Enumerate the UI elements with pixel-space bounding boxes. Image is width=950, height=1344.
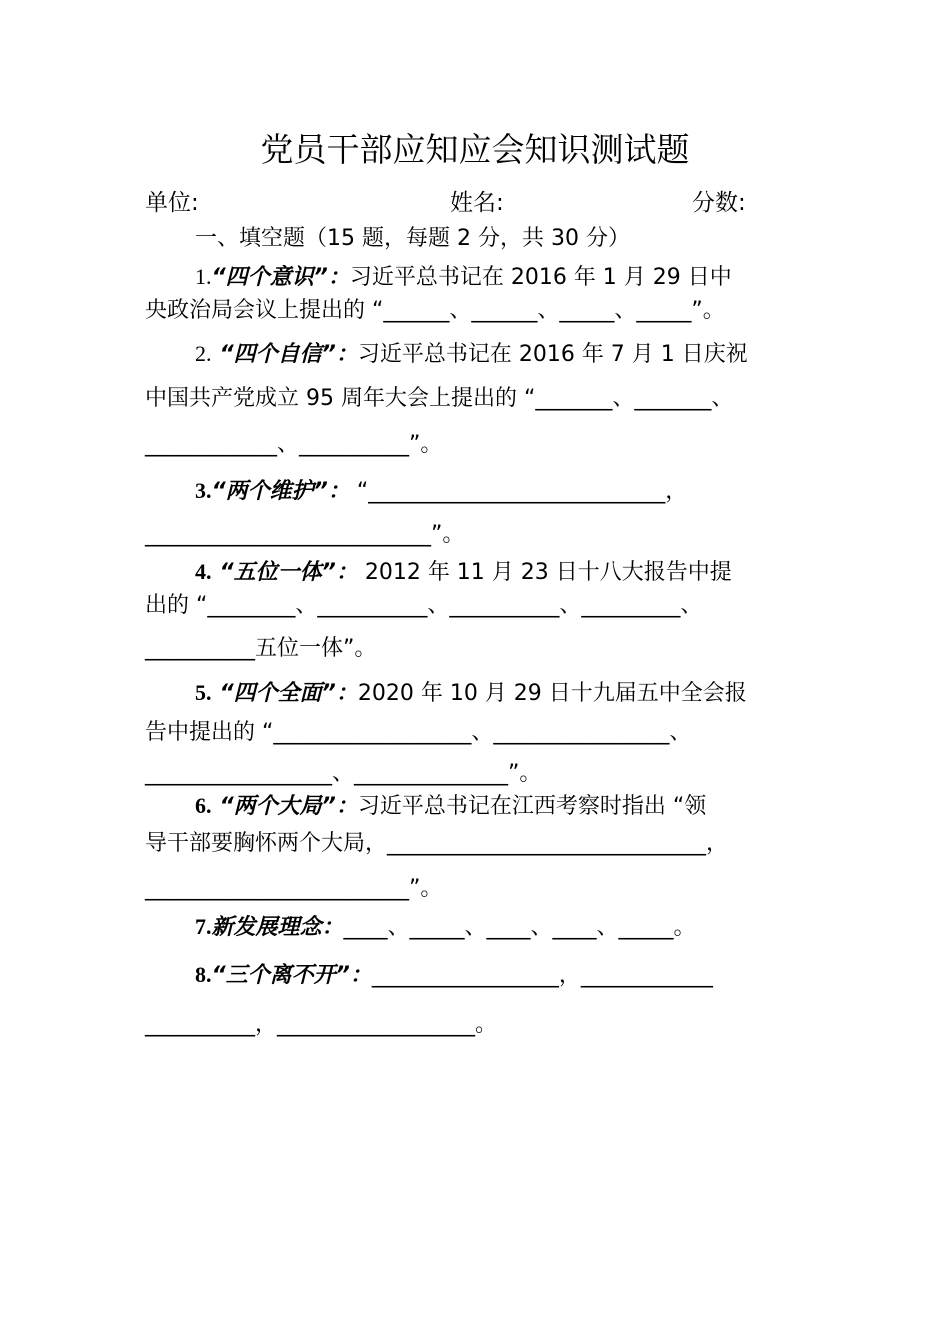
question-3-line-2: __________________________”。 (145, 522, 465, 547)
question-text: 2012 年 11 月 23 日十八大报告中提 (357, 560, 732, 585)
question-7 (195, 912, 820, 943)
section-heading: 一、填空题（15 题，每题 2 分，共 30 分） (195, 226, 630, 251)
question-number: 5. (195, 680, 212, 705)
question-4-line-3: __________五位一体”。 (145, 636, 377, 661)
question-number: 4. (195, 559, 212, 584)
name-label: 姓名: (450, 190, 504, 216)
question-1-line-2: 央政治局会议上提出的 “______、______、_____、_____”。 (145, 298, 725, 323)
question-1 (195, 262, 820, 293)
question-label: “四个意识”： (211, 265, 350, 290)
page-title: 党员干部应知应会知识测试题 (260, 130, 690, 169)
question-text: 习近平总书记在江西考察时指出 “领 (357, 794, 707, 819)
question-6 (195, 791, 820, 822)
question-label: “两个大局”： (219, 794, 358, 819)
question-5 (195, 678, 820, 709)
question-label: “四个全面”： (219, 681, 358, 706)
question-2-line-2: 中国共产党成立 95 周年大会上提出的 “_______、_______、 (145, 386, 734, 411)
question-8-line-2: __________，__________________。 (145, 1012, 498, 1037)
question-2 (195, 339, 820, 370)
question-2-line-3: ____________、__________”。 (145, 432, 443, 457)
question-text: 习近平总书记在 2016 年 1 月 29 日中 (349, 265, 732, 290)
question-label: 新发展理念： (211, 915, 344, 940)
question-text: 习近平总书记在 2016 年 7 月 1 日庆祝 (357, 342, 748, 367)
unit-label: 单位: (145, 190, 199, 216)
question-6-line-3: ________________________”。 (145, 876, 443, 901)
question-5-line-3: _________________、______________”。 (145, 761, 542, 786)
question-text: “___________________________， (349, 479, 688, 504)
question-label: “两个维护”： (211, 479, 350, 504)
question-4-line-2: 出的 “________、__________、__________、_________、 (145, 593, 703, 618)
question-number: 8. (195, 962, 212, 987)
question-6-line-2: 导干部要胸怀两个大局，_____________________________， (145, 831, 729, 856)
question-text: _________________，____________ (371, 963, 713, 988)
question-3 (195, 476, 820, 507)
question-text: 2020 年 10 月 29 日十九届五中全会报 (357, 681, 747, 706)
score-label: 分数: (692, 190, 746, 216)
question-5-line-2: 告中提出的 “__________________、________________、 (145, 720, 692, 745)
question-8 (195, 960, 820, 991)
question-number: 3. (195, 478, 212, 503)
question-label: “五位一体”： (219, 560, 358, 585)
question-number: 2. (195, 341, 212, 366)
question-text: ____、_____、____、____、_____。 (343, 915, 696, 940)
question-label: “三个离不开”： (211, 963, 372, 988)
question-label: “四个自信”： (219, 342, 358, 367)
question-number: 1. (195, 264, 212, 289)
question-number: 6. (195, 793, 212, 818)
question-4 (195, 557, 820, 588)
question-number: 7. (195, 914, 212, 939)
